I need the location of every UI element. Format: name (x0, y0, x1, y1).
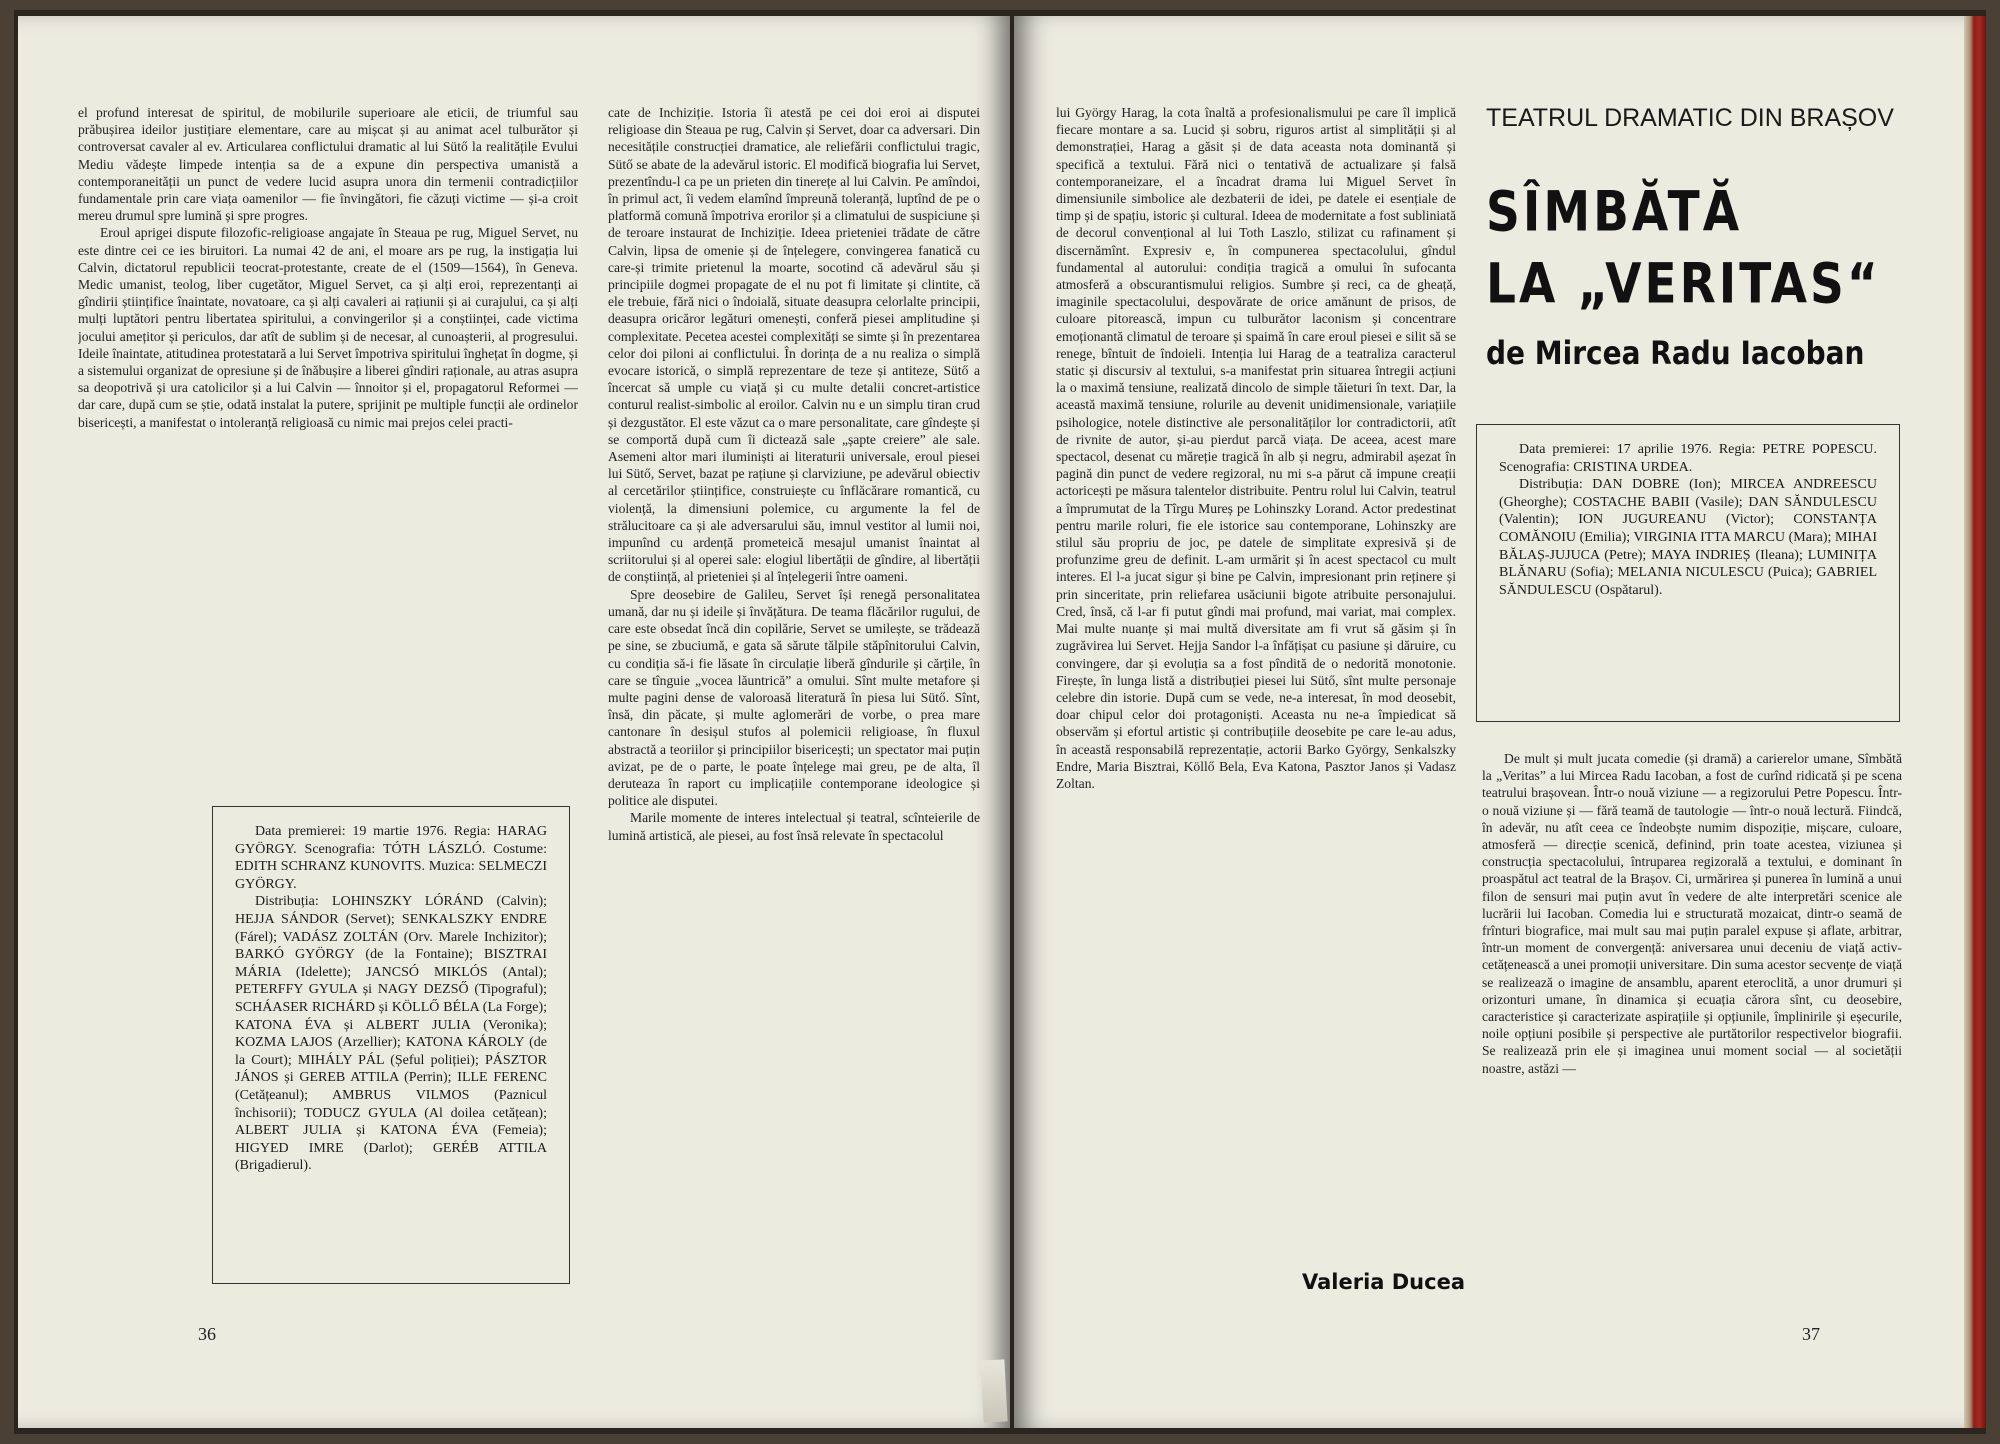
left-col1-text (78, 104, 578, 784)
paragraph: lui György Harag, la cota înaltă a profesionalismului pe care îl implică fiecare montare a sa. Lucid și sobru, riguros artist al simplității și al demonstrației, Harag a găsit și de data aceasta nota dominantă și specifică a textului. Fără nici o tentativă de actualizare și falsă contemporaneizare, el a încadrat drama lui Miguel Servet în dimensiunile simbolice ale dezbaterii de idei, pe datele ei esențiale de timp și de spațiu, istoric și cultural. Ideea de modernitate a fost subliniată de decorul convențional al lui Toth Laszlo, stilizat cu rafinament și discernămînt. Expresiv e, în compunerea spectacolului, gîndul fundamental al autorului: condiția tragică a omului în sufocanta atmosferă a obscurantismului religios. Sumbre și reci, ca de gheață, imaginile spectacolului, despovărate de orice amănunt de prisos, de culoare pitorească, impun cu tulburător laconism și concentrare emoționantă climatul de teroare și spaimă în care eroul piesei e silit să se renege, bîntuit de îndoieli. Intenția lui Harag de a teatraliza caracterul static și discursiv al textului, s-a manifestat prin situarea întregii acțiuni la o maximă tensiune, realizată dincolo de simple tăieturi în text. Dar, la această maximă tensiune, rolurile au devenit unidimensionale, variațiile psihologice, notele distinctive ale personalităților lor contradictorii, atît de rivnite de autor, și-au pierdut parcă viața. De aceea, acest mare spectacol, desenat cu măreție tragică în alb și negru, admirabil așezat în pagină din punct de vedere regizoral, nu mi s-a părut că impune creații actoricești pe măsura talentelor distribuite. Pentru rolul lui Calvin, teatrul a împrumutat de la Tîrgu Mureș pe Lohinszky Lorand. Actor predestinat pentru marile roluri, fie ele istorice sau contemporane, Lohinszky are stilul său propriu de joc, pe datele de simplitate expresivă și de profunzime greu de definit. L-am urmărit și în acest spectacol cu mult interes. El l-a jucat sigur și bine pe Calvin, impresionant prin reținere și prin sinceritate, prin reliefarea usăciunii bigote atribuite personajului. Cred, însă, că l-ar fi putut gîndi mai profund, mai variat, mai complex. Mai multe nuanțe și mai multă diversitate am fi vrut să găsim și în zugrăvirea lui Servet. Hejja Sandor l-a înfățișat cu pasiune și dăruire, cu convingere, dar și evoluția sa a fost pîndită de o nedorită monotonie. Firește, în lunga listă a distribuției piesei lui Sütő, sînt multe personaje celebre din istorie. După cum se vede, ne-a interesat, în mod deosebit, doar chipul celor doi protagoniști. Aceasta nu ne-a împiedicat să observăm și efortul artistic și contribuțiile deosebite pe care le-au adus, în această responsabilă reprezentație, actorii Barko György, Senkalszky Endre, Maria Bisztrai, Köllő Bela, Eva Katona, Pasztor Janos și Vadasz Zoltan. (1056, 105, 1456, 791)
credits-cast: Distribuția: LOHINSZKY LÓRÁND (Calvin); HEJJA SÁNDOR (Servet); SENKALSZKY ENDRE (Fárel); VADÁSZ ZOLTÁN (Orv. Marele Inchizitor); BARKÓ GYÖRGY (de la Fontaine); BISZTRAI MÁRIA (Idelette); JANCSÓ MIKLÓS (Antal); PETERFFY GYULA și NAGY DEZSŐ (Tipograful); SCHÁASER RICHÁRD și KÖLLŐ BÉLA (La Forge); KATONA ÉVA și ALBERT JULIA (Veronika); KOZMA LAJOS (Arzellier); KATONA KÁROLY (de la Court); MIHÁLY PÁL (Șeful poliției); PÁSZTOR JÁNOS și GEREB ATTILA (Perrin); ILLE FERENC (Cetățeanul); AMBRUS VILMOS (Paznicul închisorii); TODUCZ GYULA (Al doilea cetățean); ALBERT JULIA și KATONA ÉVA (Femeia); HIGYED IMRE (Darlot); GERÉB ATTILA (Brigadierul). (235, 894, 547, 1174)
left-page (18, 16, 1010, 1428)
paragraph: Marile momente de interes intelectual și teatral, scînteierile de lumină artistică, ale piesei, au fost însă relevate în spectacolul (608, 810, 980, 843)
right-credits-box (1476, 424, 1900, 722)
page-number-right: 37 (1802, 1324, 1820, 1344)
right-page (1014, 16, 1964, 1428)
left-credits-box (212, 806, 570, 1284)
paragraph: el profund interesat de spiritul, de mobilurile superioare ale eticii, de triumful sau prăbușirea ideilor justițiare elementare, care au mișcat și au animat acel tulburător și controversat cavaler al ev. Articularea conflictului dramatic al lui Sütő la realitățile Evului Mediu vădește limpede intenția sa de a expune din perspectiva umanistă a contemporaneității un punct de vedere lucid asupra unora din termenii contradicțiilor fundamentale prin care viața oamenilor — fie învingători, fie căzuți victime — și-a croit mereu drumul spre lumină și spre progres. (78, 105, 578, 224)
paragraph: Spre deosebire de Galileu, Servet își renegă personalitatea umană, dar nu și ideile și învățătura. De teama flăcărilor rugului, de care este obsedat încă din copilărie, Servet se umilește, se trădează pe sine, se zbuciumă, e gata să sărute tălpile stăpînitorului Calvin, cu condiția să-i fie lăsate în circulație liberă gîndurile și cărțile, în care se tînguie „vocea lăuntrică” a omului. Sînt multe metafore și multe pagini dense de valoroasă literatură în piesa lui Sütő. Sînt, însă, din păcate, și multe aglomerări de vorbe, o prea mare cantonare în desișul stufos al polemicii religioase, în fluxul abstractă a teoriilor și principiilor bisericești; un spectator mai puțin avizat, pe de o parte, le poate înțelege mai greu, pe de alta, îl deruteaza în raport cu implicațiile contemporane ideologice și politice ale disputei. (608, 586, 980, 809)
page-number-left: 36 (198, 1324, 216, 1344)
book-edge (1964, 16, 1986, 1428)
author-signature: Valeria Ducea (1302, 1270, 1465, 1294)
magazine-spread (14, 10, 1986, 1434)
right-col2-text (1482, 750, 1902, 1294)
paragraph: Eroul aprigei dispute filozofic-religioase angajate în Steaua pe rug, Miguel Servet, nu este dintre cei ce ies biruitori. La numai 42 de ani, el moare ars pe rug, la instigația lui Calvin, dictatorul republicii teocrat-protestante, create de el (1509—1564), în Geneva. Medic umanist, teolog, liber cugetător, Miguel Servet, ca și alți eroi, reprezentanți ai gîndirii științifice înaintate, novatoare, ca și alți cavaleri ai rațiunii și ai curajului, ca și alți mulți luptători pentru libertatea spiritului, a convingerilor și a conștiinței, cade victima jocului amețitor și periculos, dar atît de sublim și de necesar, al cunoașterii, al progresului. Ideile înaintate, atitudinea protestatară a lui Servet împotriva spiritului înghețat în dogme, și a sistemului organizat de opresiune și de înăbușire a liberei gîndiri raționale, au atras asupra sa deopotrivă și ura catolicilor și a lui Calvin — înnoitor și el, propagatorul Reformei — dar care, după cum se știe, odată instalat la putere, sprijinit pe multiple funcții ale ordinelor bisericești, a manifestat o intoleranță religioasă cu nimic mai prejos celei practi- (78, 225, 578, 430)
theatre-name: TEATRUL DRAMATIC DIN BRAȘOV (1486, 104, 1894, 132)
credits-premiere: Data premierei: 17 aprilie 1976. Regia: PETRE POPESCU. Scenografia: CRISTINA URDEA. (1499, 442, 1877, 475)
play-title-line1: SÎMBĂTĂ (1486, 180, 1743, 245)
paragraph: De mult și mult jucata comedie (și dramă) a carierelor umane, Sîmbătă la „Veritas” a lui Mircea Radu Iacoban, a fost de curînd ridicată și pe scena teatrului brașovean. Într-o nouă viziune — a regizorului Petre Popescu. Într-o nouă viziune și — fără teamă de tautologie — într-o nouă lectură. Fiindcă, în adevăr, nu atît ceea ce îndeobște numim dispoziție, mișcare, culoare, atmosferă — direcție scenică, definind, prin toate acestea, viziunea și construcția spectacolului, întruparea regizorală a textului, e dominant în proaspătul act teatral de la Brașov. Ci, urmărirea și punerea în lumină a unui filon de sensuri mai puțin avut în vedere de alte interpretări scenice ale lucrării lui Iacoban. Comedia lui e structurată mozaicat, dintr-o seamă de frînturi biografice, mai mult sau mai puțin paralel expuse și aflate, arbitrar, într-un moment de convergență: aniversarea unui deceniu de viață activ-cetățenească a unei promoții universitare. Din suma acestor secvențe de viață se realizează o imagine de ansamblu, aparent eteroclită, a unor drumuri și orizonturi umane, în dinamica și ecuația cărora sînt, cu deosebire, caracteristice și caracterizate aspirațiile și opțiunile, împlinirile și eșecurile, noile opțiuni posibile și perspective ale purtătorilor respectivelor biografii. Se realizează prin ele și imaginea unui moment social — al societății noastre, astăzi — (1482, 751, 1902, 1076)
left-col2-text (608, 104, 980, 1284)
paragraph: cate de Inchiziție. Istoria îi atestă pe cei doi eroi ai disputei religioase din Steaua pe rug, Calvin și Servet, doar ca adversari. Din necesitățile construcției dramatice, ale reliefării conflictului tragic, Sütő se abate de la adevărul istoric. El modifică biografia lui Servet, prezentîndu-l ca pe un prieten din tinerețe al lui Calvin. Pe amîndoi, în primul act, îi vedem elamînd împreună toleranță, luptînd de pe o platformă comună împotriva erorilor și a climatului de suspiciune și de teroare instaurat de Inchiziție. Ideea prieteniei trădate de către Calvin, lipsa de omenie și de înțelegere, convingerea fanatică cu care-și trimite prietenul la moarte, socotind că adevărul său și principiile dogmei propagate de el nu pot fi limitate și clintite, că ele trebuie, fără nici o îndoială, situate deasupra celorlalte principii, deasupra oricăror legături omenești, conferă piesei amplitudine și complexitate. Pecetea acestei complexități se simte și în prezentarea celor doi piloni ai conflictului. În dorința de a nu realiza o simplă evocare istorică, o simplă reprezentare de teze și antiteze, Sütő a încercat să umple cu viață și cu multe detalii concret-artistice conturul realist-simbolic al eroilor. Calvin nu e un simplu tiran crud și dezgustător. El este văzut ca o mare personalitate, care gîndește și se comportă după cum îi dictează sale „șapte creiere” ale sale. Asemeni altor mari iluminiști ai literaturii universale, eroul piesei lui Sütő, Servet, bazat pe rațiune și clarviziune, pe adevărul obiectiv al cercetărilor științifice, construiește cu înflăcărare romantică, cu violență, la dimensiuni polemice, cu argumente la fel de strălucitoare ca și ale adversarului său, imnul vestitor al lumii noi, impunînd cu ardență prometeică mesajul umanist înaintat al scriitorului și al operei sale: elogiul libertății de gîndire, al libertății de conștiință, al prieteniei și al înțelegerii între oameni. (608, 105, 980, 585)
author-byline: de Mircea Radu Iacoban (1486, 334, 1865, 372)
right-col1-text (1056, 104, 1456, 1254)
play-title-line2: LA „VERITAS“ (1486, 252, 1881, 317)
credits-premiere: Data premierei: 19 martie 1976. Regia: HARAG GYÖRGY. Scenografia: TÓTH LÁSZLÓ. Costume: EDITH SCHRANZ KUNOVITS. Muzica: SELMECZI GYÖRGY. (235, 824, 547, 892)
bookmark-ribbon (980, 1359, 1007, 1422)
credits-cast: Distribuția: DAN DOBRE (Ion); MIRCEA ANDREESCU (Gheorghe); COSTACHE BABII (Vasile); DAN SĂNDULESCU (Valentin); ION JUGUREANU (Victor); CONSTANȚA COMĂNOIU (Emilia); VIRGINIA ITTA MARCU (Mara); MIHAI BĂLAȘ-JUJUCA (Petre); MAYA INDRIEȘ (Ileana); LUMINIȚA BLĂNARU (Sofia); MELANIA NICULESCU (Puica); GABRIEL SĂNDULESCU (Ospătarul). (1499, 477, 1877, 598)
